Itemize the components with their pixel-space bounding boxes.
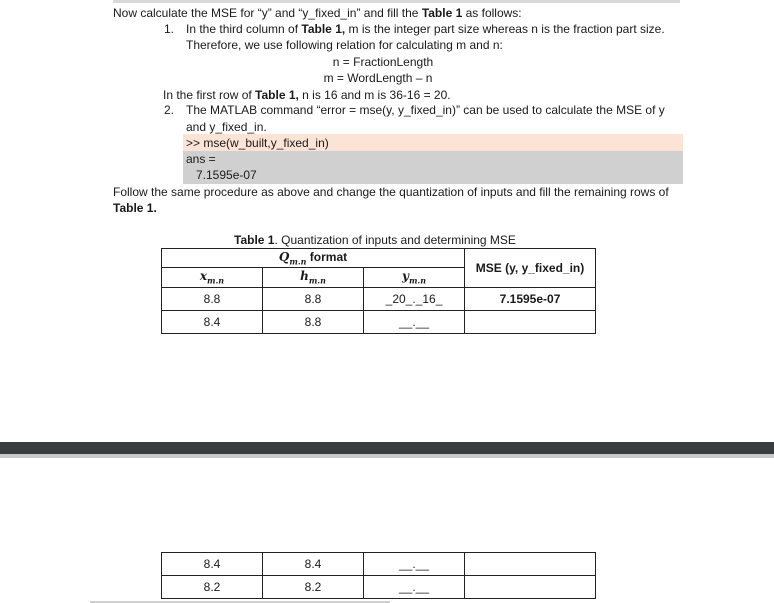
mse-table-continued [161,552,596,599]
intro-line [113,6,522,20]
col-h-header [263,268,364,288]
page-separator [0,442,774,454]
col-y-header [364,268,465,288]
x-symbol: x [199,269,208,284]
intro-end: as follows: [462,6,522,20]
table-row [162,311,596,334]
table-row [162,288,596,311]
cell-mse [465,576,596,599]
q-subscript: m.n [289,256,307,267]
y-subscript: m.n [408,275,427,286]
format-word: format [309,249,348,264]
q-symbol: Q [278,249,290,264]
page-separator-shadow [0,454,774,458]
mse-table [161,248,596,334]
ans-value: 7.1595e-07 [196,168,257,182]
item2-line2: and y_fixed_in. [186,120,267,134]
item1-line1 [186,22,665,36]
cell-x: 8.8 [162,288,263,311]
cell-x: 8.4 [162,553,263,576]
cell-mse [465,553,596,576]
cell-h: 8.4 [263,553,364,576]
first-row-text-b: n is 16 and m is 36-16 = 20. [298,88,451,102]
item1-text-b: m is the integer part size whereas n is the fraction part size. [345,22,665,36]
y-symbol: y [401,269,409,284]
item1-line2: Therefore, we use following relation for calculating m and n: [186,38,503,52]
cell-y: _20_._16_ [364,288,465,311]
page-top-rule [113,0,680,3]
col-x-header [162,268,263,288]
cell-y: __.__ [364,576,465,599]
first-row-text-a: In the first row of [163,88,256,102]
item2-line1: The MATLAB command “error = mse(y, y_fixed_in)” can be used to calculate the MSE of y [186,103,665,117]
follow-line2: Table 1. [113,201,157,215]
table-row [162,576,596,599]
x-subscript: m.n [207,275,225,286]
matlab-command: >> mse(w_built,y_fixed_in) [186,136,329,150]
h-symbol: h [300,269,309,284]
table-caption [234,233,516,247]
follow-line1: Follow the same procedure as above and change the quantization of inputs and fill the remaining rows of [113,185,669,199]
ans-label: ans = [186,152,216,166]
cell-x: 8.2 [162,576,263,599]
cell-mse: 7.1595e-07 [465,288,596,311]
item2-number: 2. [164,103,175,117]
item1-table-ref: Table 1, [301,22,346,36]
item1-number: 1. [164,22,175,36]
equation-m: m = WordLength – n [323,71,433,85]
first-row-note [163,88,451,102]
q-format-header [162,249,465,268]
first-row-table-ref: Table 1, [255,88,299,102]
caption-text: . Quantization of inputs and determining MSE [274,233,516,247]
caption-label: Table 1 [234,233,275,247]
cell-y: __.__ [364,553,465,576]
intro-table-ref: Table 1 [421,6,463,20]
cell-x: 8.4 [162,311,263,334]
intro-text: Now calculate the MSE for “y” and “y_fixed_in” and fill the [113,6,422,20]
equation-n: n = FractionLength [332,55,434,69]
cell-y: __.__ [364,311,465,334]
cell-mse [465,311,596,334]
mse-header: MSE (y, y_fixed_in) [465,249,596,288]
output-highlight [183,151,683,184]
item1-text-a: In the third column of [186,22,302,36]
cell-h: 8.2 [263,576,364,599]
cell-h: 8.8 [263,288,364,311]
table-row [162,553,596,576]
h-subscript: m.n [308,275,326,286]
cell-h: 8.8 [263,311,364,334]
